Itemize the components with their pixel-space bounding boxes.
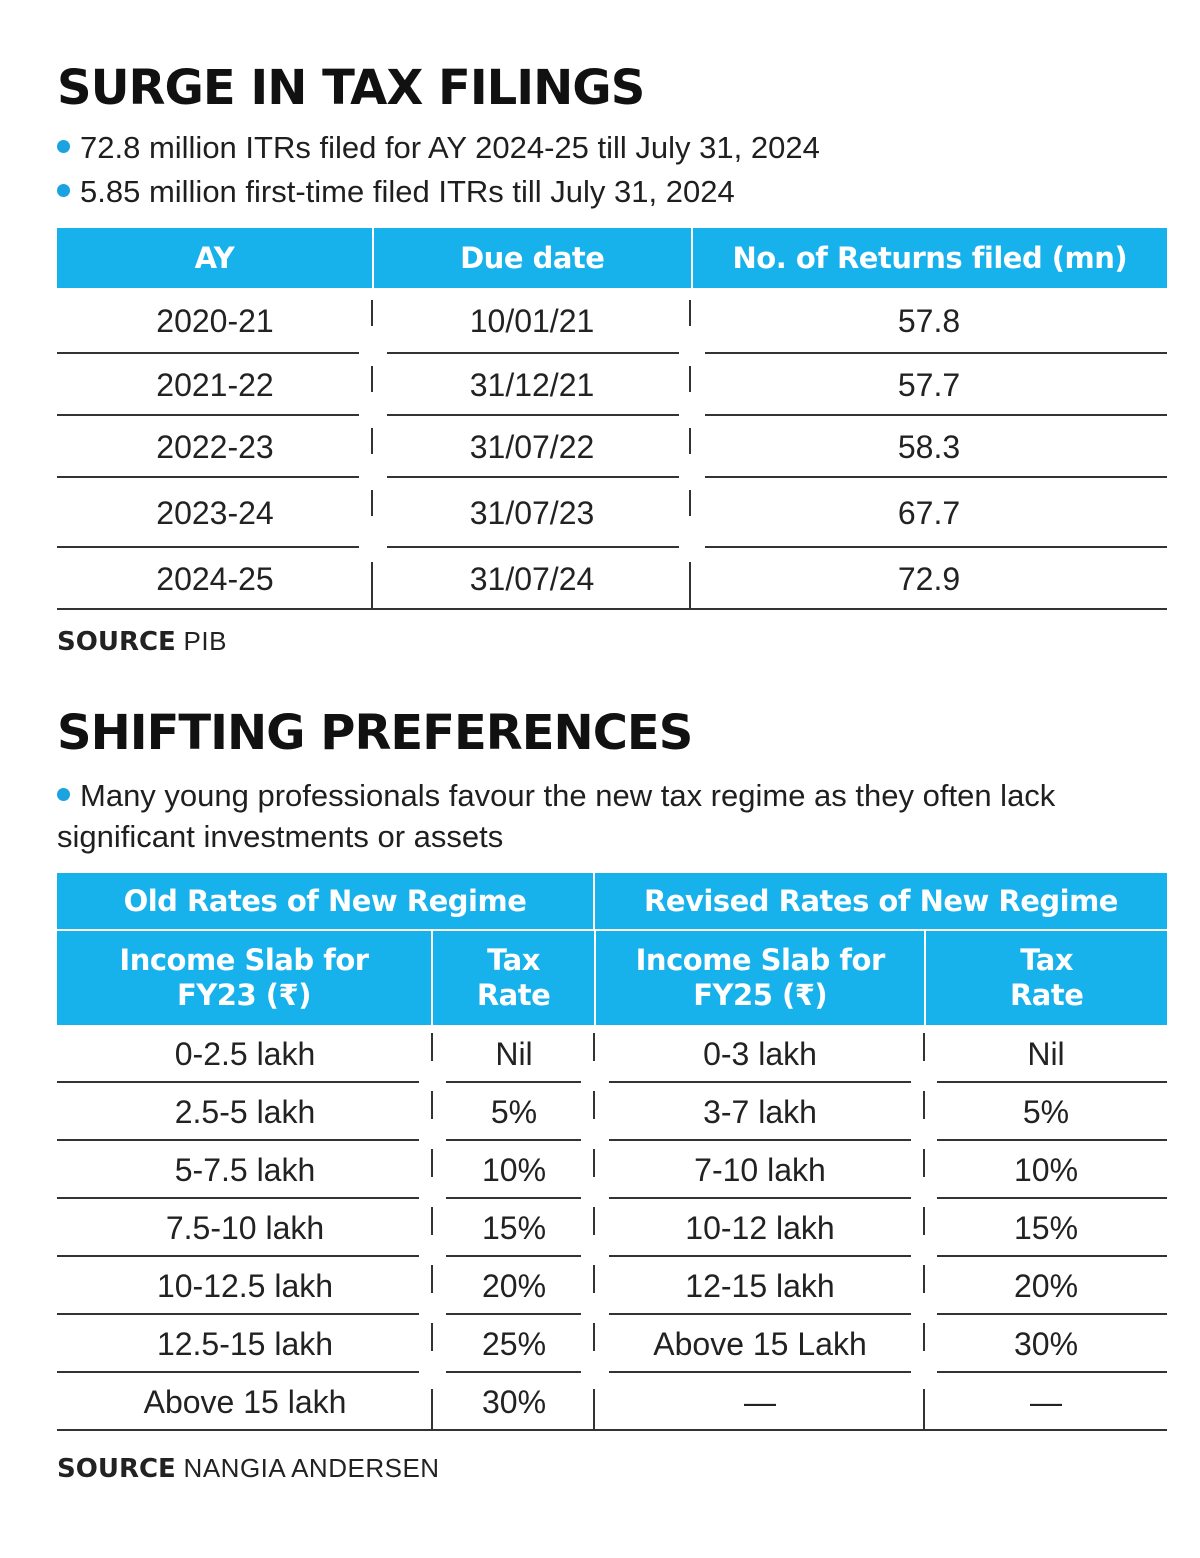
cell-old-rate: 25% [433, 1315, 595, 1373]
cell-new-rate: Nil [925, 1025, 1167, 1083]
header-tax-rate-revised: Tax Rate [1009, 943, 1084, 1012]
cell-ay: 2021-22 [57, 354, 373, 416]
cell-old-rate: 15% [433, 1199, 595, 1257]
table-row [57, 1257, 1167, 1315]
cell-old-rate: 20% [433, 1257, 595, 1315]
table-row [57, 1083, 1167, 1141]
bullet-young-professionals: Many young professionals favour the new tax regime as they often lack significant investments or assets [57, 778, 1056, 854]
cell-old-rate: Nil [433, 1025, 595, 1083]
header-due-date: Due date [374, 228, 693, 288]
table-row [57, 1025, 1167, 1083]
group-header-row [57, 873, 1167, 931]
cell-due-date: 31/12/21 [373, 354, 691, 416]
cell-new-slab: — [595, 1373, 925, 1431]
cell-new-slab: 3-7 lakh [595, 1083, 925, 1141]
cell-old-rate: 5% [433, 1083, 595, 1141]
header-old-rates: Old Rates of New Regime [57, 873, 595, 929]
bullet-dot-icon [57, 184, 70, 197]
tax-filings-table [57, 228, 1167, 610]
cell-ay: 2020-21 [57, 288, 373, 354]
cell-new-slab: 7-10 lakh [595, 1141, 925, 1199]
cell-due-date: 31/07/24 [373, 548, 691, 610]
cell-returns: 57.8 [691, 288, 1167, 354]
table-row [57, 548, 1167, 610]
source-pib: SOURCE PIB [57, 626, 227, 657]
table-row [57, 1141, 1167, 1199]
header-income-slab-fy23: Income Slab for FY23 (₹) [57, 931, 433, 1025]
cell-new-rate: 20% [925, 1257, 1167, 1315]
header-ay: AY [57, 228, 374, 288]
table-row [57, 354, 1167, 416]
header-revised-rates: Revised Rates of New Regime [644, 884, 1118, 918]
table-row [57, 288, 1167, 354]
cell-ay: 2023-24 [57, 478, 373, 548]
sub-header-row [57, 931, 1167, 1025]
cell-returns: 72.9 [691, 548, 1167, 610]
cell-new-rate: 5% [925, 1083, 1167, 1141]
source-nangia-andersen: SOURCE NANGIA ANDERSEN [57, 1453, 440, 1484]
cell-old-slab: 10-12.5 lakh [57, 1257, 433, 1315]
table-row [57, 1199, 1167, 1257]
cell-returns: 67.7 [691, 478, 1167, 548]
table-row [57, 416, 1167, 478]
cell-returns: 57.7 [691, 354, 1167, 416]
section2-title: SHIFTING PREFERENCES [57, 705, 693, 761]
cell-old-rate: 10% [433, 1141, 595, 1199]
cell-old-slab: 5-7.5 lakh [57, 1141, 433, 1199]
cell-ay: 2024-25 [57, 548, 373, 610]
cell-due-date: 31/07/23 [373, 478, 691, 548]
table-row [57, 478, 1167, 548]
table-row [57, 1373, 1167, 1431]
cell-new-slab: 12-15 lakh [595, 1257, 925, 1315]
cell-old-slab: 7.5-10 lakh [57, 1199, 433, 1257]
header-returns-filed: No. of Returns filed (mn) [732, 241, 1128, 275]
bullet-first-time-itrs: 5.85 million first-time filed ITRs till July 31, 2024 [57, 174, 735, 210]
table-header-row [57, 228, 1167, 288]
cell-new-rate: 10% [925, 1141, 1167, 1199]
cell-new-slab: Above 15 Lakh [595, 1315, 925, 1373]
cell-old-slab: 0-2.5 lakh [57, 1025, 433, 1083]
cell-new-rate: 30% [925, 1315, 1167, 1373]
table-row [57, 1315, 1167, 1373]
header-income-slab-fy25: Income Slab for FY25 (₹) [596, 931, 926, 1025]
cell-new-rate: 15% [925, 1199, 1167, 1257]
cell-returns: 58.3 [691, 416, 1167, 478]
cell-ay: 2022-23 [57, 416, 373, 478]
cell-old-slab: 2.5-5 lakh [57, 1083, 433, 1141]
cell-old-slab: Above 15 lakh [57, 1373, 433, 1431]
bullet-dot-icon [57, 140, 70, 153]
cell-new-slab: 0-3 lakh [595, 1025, 925, 1083]
tax-regime-table [57, 873, 1167, 1431]
cell-old-slab: 12.5-15 lakh [57, 1315, 433, 1373]
bullet-dot-icon [57, 788, 70, 801]
section1-title: SURGE IN TAX FILINGS [57, 60, 645, 116]
header-tax-rate-old: Tax Rate [433, 931, 596, 1025]
cell-due-date: 10/01/21 [373, 288, 691, 354]
cell-new-slab: 10-12 lakh [595, 1199, 925, 1257]
cell-old-rate: 30% [433, 1373, 595, 1431]
cell-due-date: 31/07/22 [373, 416, 691, 478]
cell-new-rate: — [925, 1373, 1167, 1431]
bullet-itrs-filed: 72.8 million ITRs filed for AY 2024-25 till July 31, 2024 [57, 130, 820, 166]
